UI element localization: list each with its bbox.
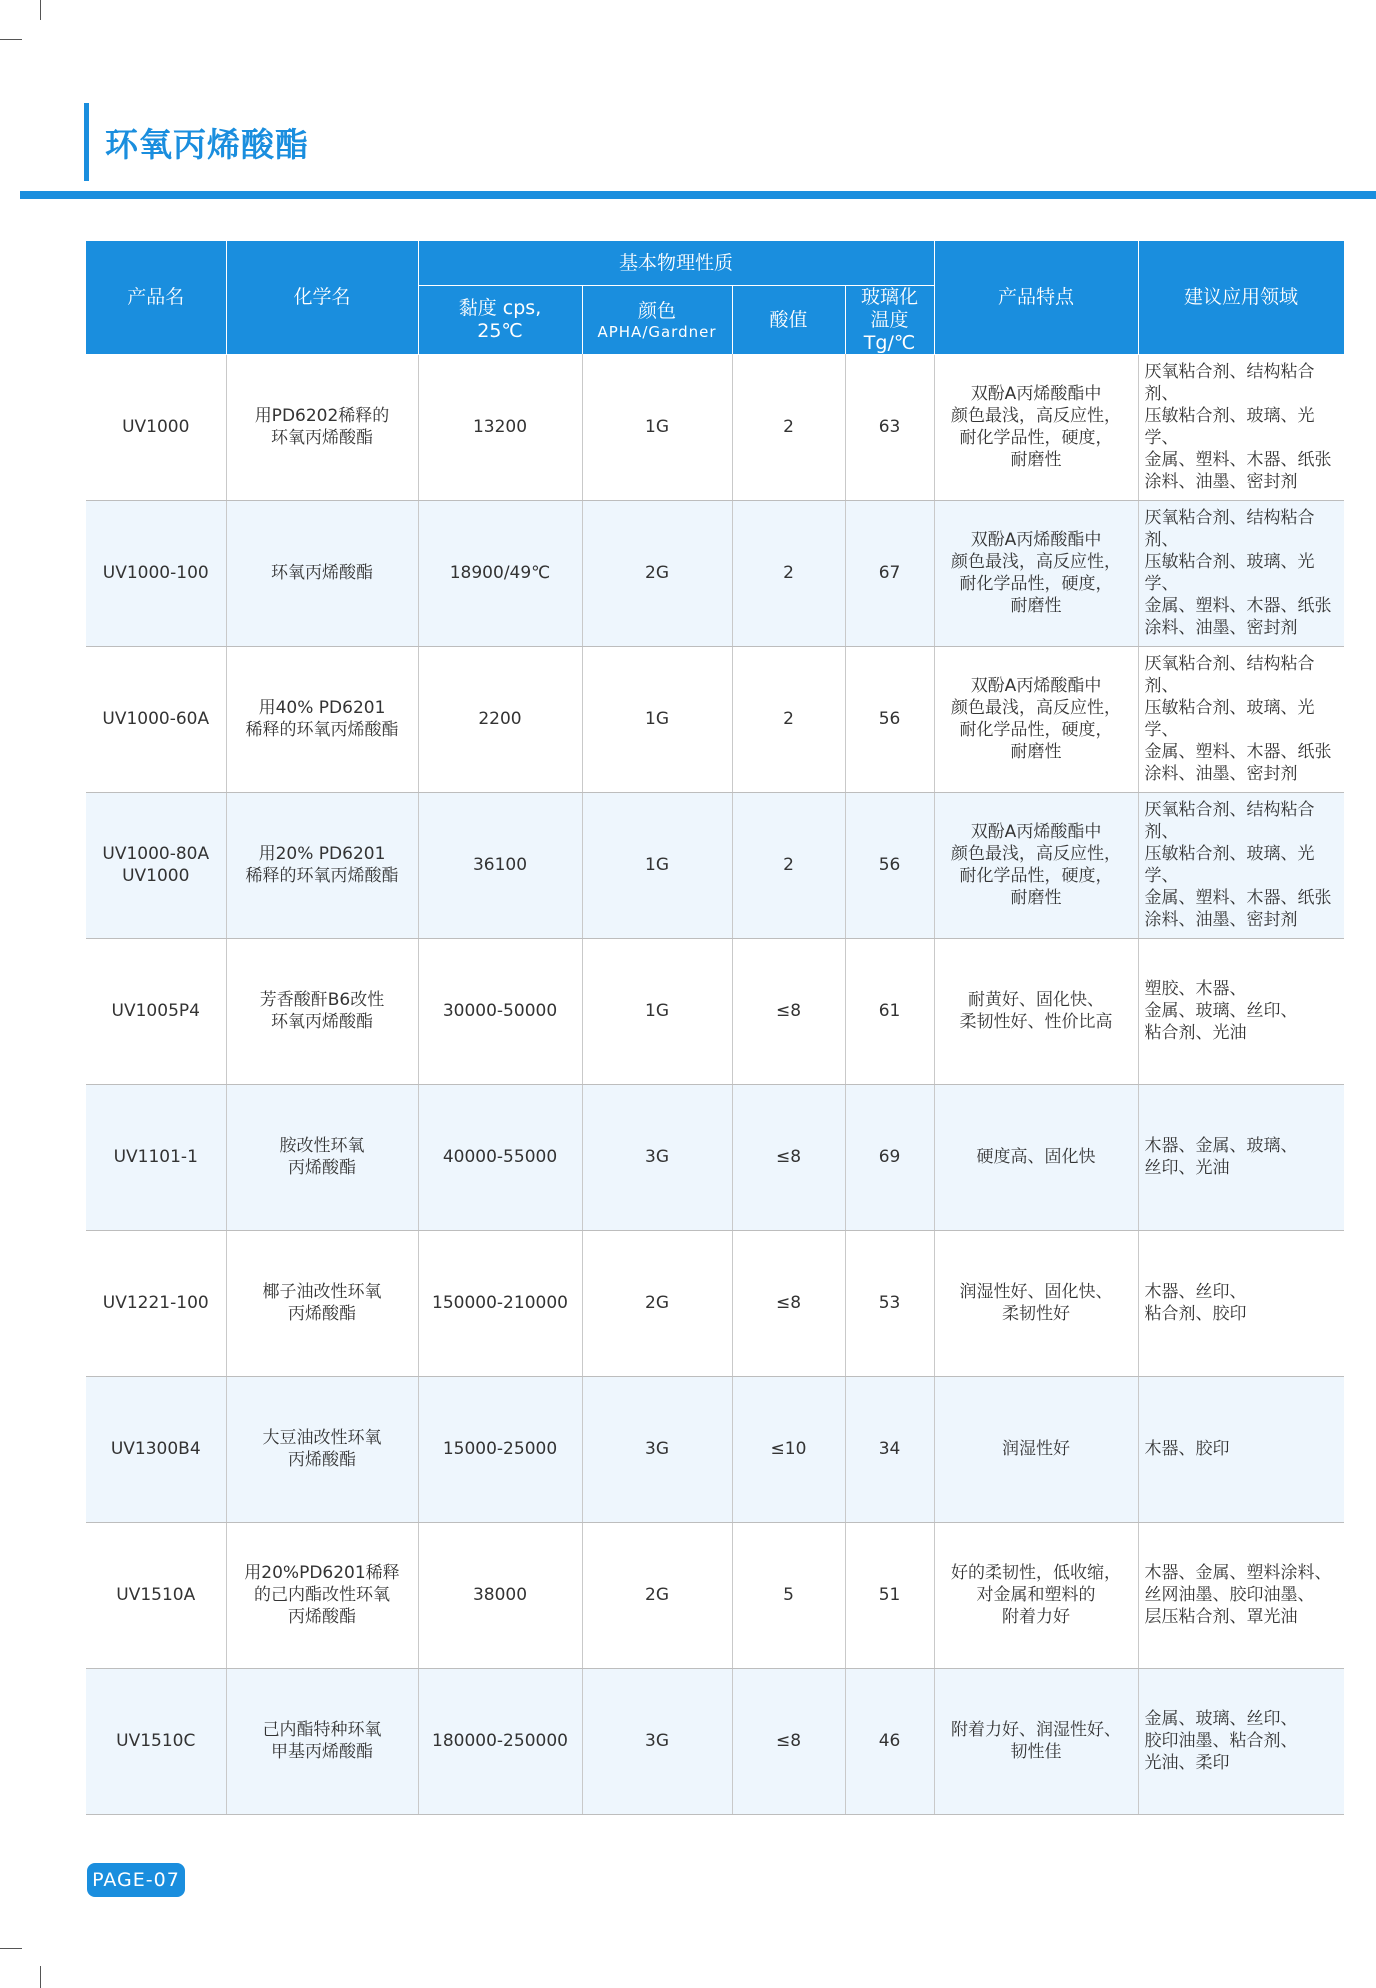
cell-color: 3G — [582, 1084, 732, 1230]
col-header-color-sub: APHA/Gardner — [597, 322, 717, 341]
col-header-chemical: 化学名 — [226, 241, 418, 354]
cell-acid-value: ≤8 — [732, 938, 845, 1084]
cell-acid-value: ≤8 — [732, 1230, 845, 1376]
cell-applications: 厌氧粘合剂、结构粘合剂、 压敏粘合剂、玻璃、光学、 金属、塑料、木器、纸张 涂料、油墨、密封剂 — [1138, 354, 1344, 500]
cell-applications: 塑胶、木器、 金属、玻璃、丝印、 粘合剂、光油 — [1138, 938, 1344, 1084]
crop-mark — [40, 0, 41, 20]
cell-features: 附着力好、润湿性好、 韧性佳 — [934, 1668, 1138, 1814]
crop-mark — [40, 1966, 41, 1988]
cell-viscosity: 180000-250000 — [418, 1668, 582, 1814]
cell-tg: 56 — [845, 646, 934, 792]
cell-acid-value: 2 — [732, 354, 845, 500]
header-rule — [20, 191, 1376, 199]
cell-chemical: 环氧丙烯酸酯 — [226, 500, 418, 646]
table-row — [86, 646, 1344, 792]
cell-acid-value: 2 — [732, 646, 845, 792]
col-header-color-label: 颜色 — [637, 299, 676, 322]
cell-color: 2G — [582, 1522, 732, 1668]
page-number-badge: PAGE-07 — [87, 1863, 185, 1897]
table-body — [86, 354, 1344, 1814]
crop-mark — [0, 39, 22, 40]
cell-viscosity: 36100 — [418, 792, 582, 938]
cell-chemical: 用20%PD6201稀释 的己内酯改性环氧 丙烯酸酯 — [226, 1522, 418, 1668]
cell-features: 双酚A丙烯酸酯中 颜色最浅，高反应性， 耐化学品性，硬度， 耐磨性 — [934, 500, 1138, 646]
cell-features: 双酚A丙烯酸酯中 颜色最浅，高反应性， 耐化学品性，硬度， 耐磨性 — [934, 792, 1138, 938]
cell-tg: 67 — [845, 500, 934, 646]
cell-applications: 厌氧粘合剂、结构粘合剂、 压敏粘合剂、玻璃、光学、 金属、塑料、木器、纸张 涂料、油墨、密封剂 — [1138, 500, 1344, 646]
table-row — [86, 1376, 1344, 1522]
cell-acid-value: ≤8 — [732, 1668, 845, 1814]
cell-product: UV1000-100 — [86, 500, 226, 646]
cell-chemical: 己内酯特种环氧 甲基丙烯酸酯 — [226, 1668, 418, 1814]
table-header — [86, 241, 1344, 354]
col-header-physical-group: 基本物理性质 — [418, 241, 934, 286]
cell-viscosity: 150000-210000 — [418, 1230, 582, 1376]
table-row — [86, 1084, 1344, 1230]
cell-features: 润湿性好 — [934, 1376, 1138, 1522]
col-header-color — [582, 286, 732, 355]
cell-features: 耐黄好、固化快、 柔韧性好、性价比高 — [934, 938, 1138, 1084]
cell-product: UV1000-60A — [86, 646, 226, 792]
cell-product: UV1005P4 — [86, 938, 226, 1084]
cell-color: 1G — [582, 354, 732, 500]
cell-chemical: 胺改性环氧 丙烯酸酯 — [226, 1084, 418, 1230]
page-title: 环氧丙烯酸酯 — [105, 124, 309, 164]
cell-viscosity: 30000-50000 — [418, 938, 582, 1084]
cell-product: UV1000 — [86, 354, 226, 500]
cell-features: 硬度高、固化快 — [934, 1084, 1138, 1230]
cell-color: 2G — [582, 500, 732, 646]
cell-tg: 46 — [845, 1668, 934, 1814]
cell-product: UV1221-100 — [86, 1230, 226, 1376]
title-accent-bar — [84, 103, 89, 181]
cell-applications: 金属、玻璃、丝印、 胶印油墨、粘合剂、 光油、柔印 — [1138, 1668, 1344, 1814]
cell-tg: 63 — [845, 354, 934, 500]
cell-applications: 木器、金属、塑料涂料、 丝网油墨、胶印油墨、 层压粘合剂、罩光油 — [1138, 1522, 1344, 1668]
col-header-features: 产品特点 — [934, 241, 1138, 354]
cell-product: UV1101-1 — [86, 1084, 226, 1230]
cell-chemical: 用20% PD6201 稀释的环氧丙烯酸酯 — [226, 792, 418, 938]
cell-applications: 木器、金属、玻璃、 丝印、光油 — [1138, 1084, 1344, 1230]
cell-chemical: 用PD6202稀释的 环氧丙烯酸酯 — [226, 354, 418, 500]
cell-acid-value: 2 — [732, 500, 845, 646]
cell-product: UV1000-80A UV1000 — [86, 792, 226, 938]
cell-viscosity: 15000-25000 — [418, 1376, 582, 1522]
cell-chemical: 芳香酸酐B6改性 环氧丙烯酸酯 — [226, 938, 418, 1084]
cell-tg: 69 — [845, 1084, 934, 1230]
cell-color: 3G — [582, 1668, 732, 1814]
table-row — [86, 500, 1344, 646]
cell-tg: 34 — [845, 1376, 934, 1522]
cell-tg: 61 — [845, 938, 934, 1084]
cell-acid-value: ≤10 — [732, 1376, 845, 1522]
cell-chemical: 大豆油改性环氧 丙烯酸酯 — [226, 1376, 418, 1522]
cell-product: UV1510C — [86, 1668, 226, 1814]
col-header-acid: 酸值 — [732, 286, 845, 355]
cell-viscosity: 2200 — [418, 646, 582, 792]
table-row — [86, 792, 1344, 938]
cell-acid-value: ≤8 — [732, 1084, 845, 1230]
cell-chemical: 椰子油改性环氧 丙烯酸酯 — [226, 1230, 418, 1376]
table-row — [86, 1230, 1344, 1376]
cell-color: 2G — [582, 1230, 732, 1376]
table-row — [86, 938, 1344, 1084]
cell-tg: 51 — [845, 1522, 934, 1668]
cell-color: 3G — [582, 1376, 732, 1522]
table-row — [86, 1522, 1344, 1668]
cell-acid-value: 5 — [732, 1522, 845, 1668]
col-header-product: 产品名 — [86, 241, 226, 354]
cell-tg: 56 — [845, 792, 934, 938]
cell-viscosity: 18900/49℃ — [418, 500, 582, 646]
cell-tg: 53 — [845, 1230, 934, 1376]
cell-features: 双酚A丙烯酸酯中 颜色最浅，高反应性， 耐化学品性，硬度， 耐磨性 — [934, 646, 1138, 792]
cell-viscosity: 40000-55000 — [418, 1084, 582, 1230]
cell-applications: 木器、丝印、 粘合剂、胶印 — [1138, 1230, 1344, 1376]
crop-mark — [0, 1948, 22, 1949]
cell-features: 双酚A丙烯酸酯中 颜色最浅，高反应性， 耐化学品性，硬度， 耐磨性 — [934, 354, 1138, 500]
cell-acid-value: 2 — [732, 792, 845, 938]
cell-color: 1G — [582, 938, 732, 1084]
col-header-viscosity: 黏度 cps, 25℃ — [418, 286, 582, 355]
cell-features: 润湿性好、固化快、 柔韧性好 — [934, 1230, 1138, 1376]
cell-viscosity: 38000 — [418, 1522, 582, 1668]
product-spec-table — [86, 241, 1345, 1815]
page-header — [84, 103, 309, 181]
cell-viscosity: 13200 — [418, 354, 582, 500]
col-header-tg: 玻璃化 温度 Tg/℃ — [845, 286, 934, 355]
cell-color: 1G — [582, 792, 732, 938]
table-row — [86, 1668, 1344, 1814]
cell-product: UV1300B4 — [86, 1376, 226, 1522]
cell-color: 1G — [582, 646, 732, 792]
cell-chemical: 用40% PD6201 稀释的环氧丙烯酸酯 — [226, 646, 418, 792]
cell-product: UV1510A — [86, 1522, 226, 1668]
table-row — [86, 354, 1344, 500]
cell-applications: 厌氧粘合剂、结构粘合剂、 压敏粘合剂、玻璃、光学、 金属、塑料、木器、纸张 涂料、油墨、密封剂 — [1138, 792, 1344, 938]
cell-applications: 厌氧粘合剂、结构粘合剂、 压敏粘合剂、玻璃、光学、 金属、塑料、木器、纸张 涂料、油墨、密封剂 — [1138, 646, 1344, 792]
cell-applications: 木器、胶印 — [1138, 1376, 1344, 1522]
cell-features: 好的柔韧性，低收缩， 对金属和塑料的 附着力好 — [934, 1522, 1138, 1668]
col-header-applications: 建议应用领域 — [1138, 241, 1344, 354]
